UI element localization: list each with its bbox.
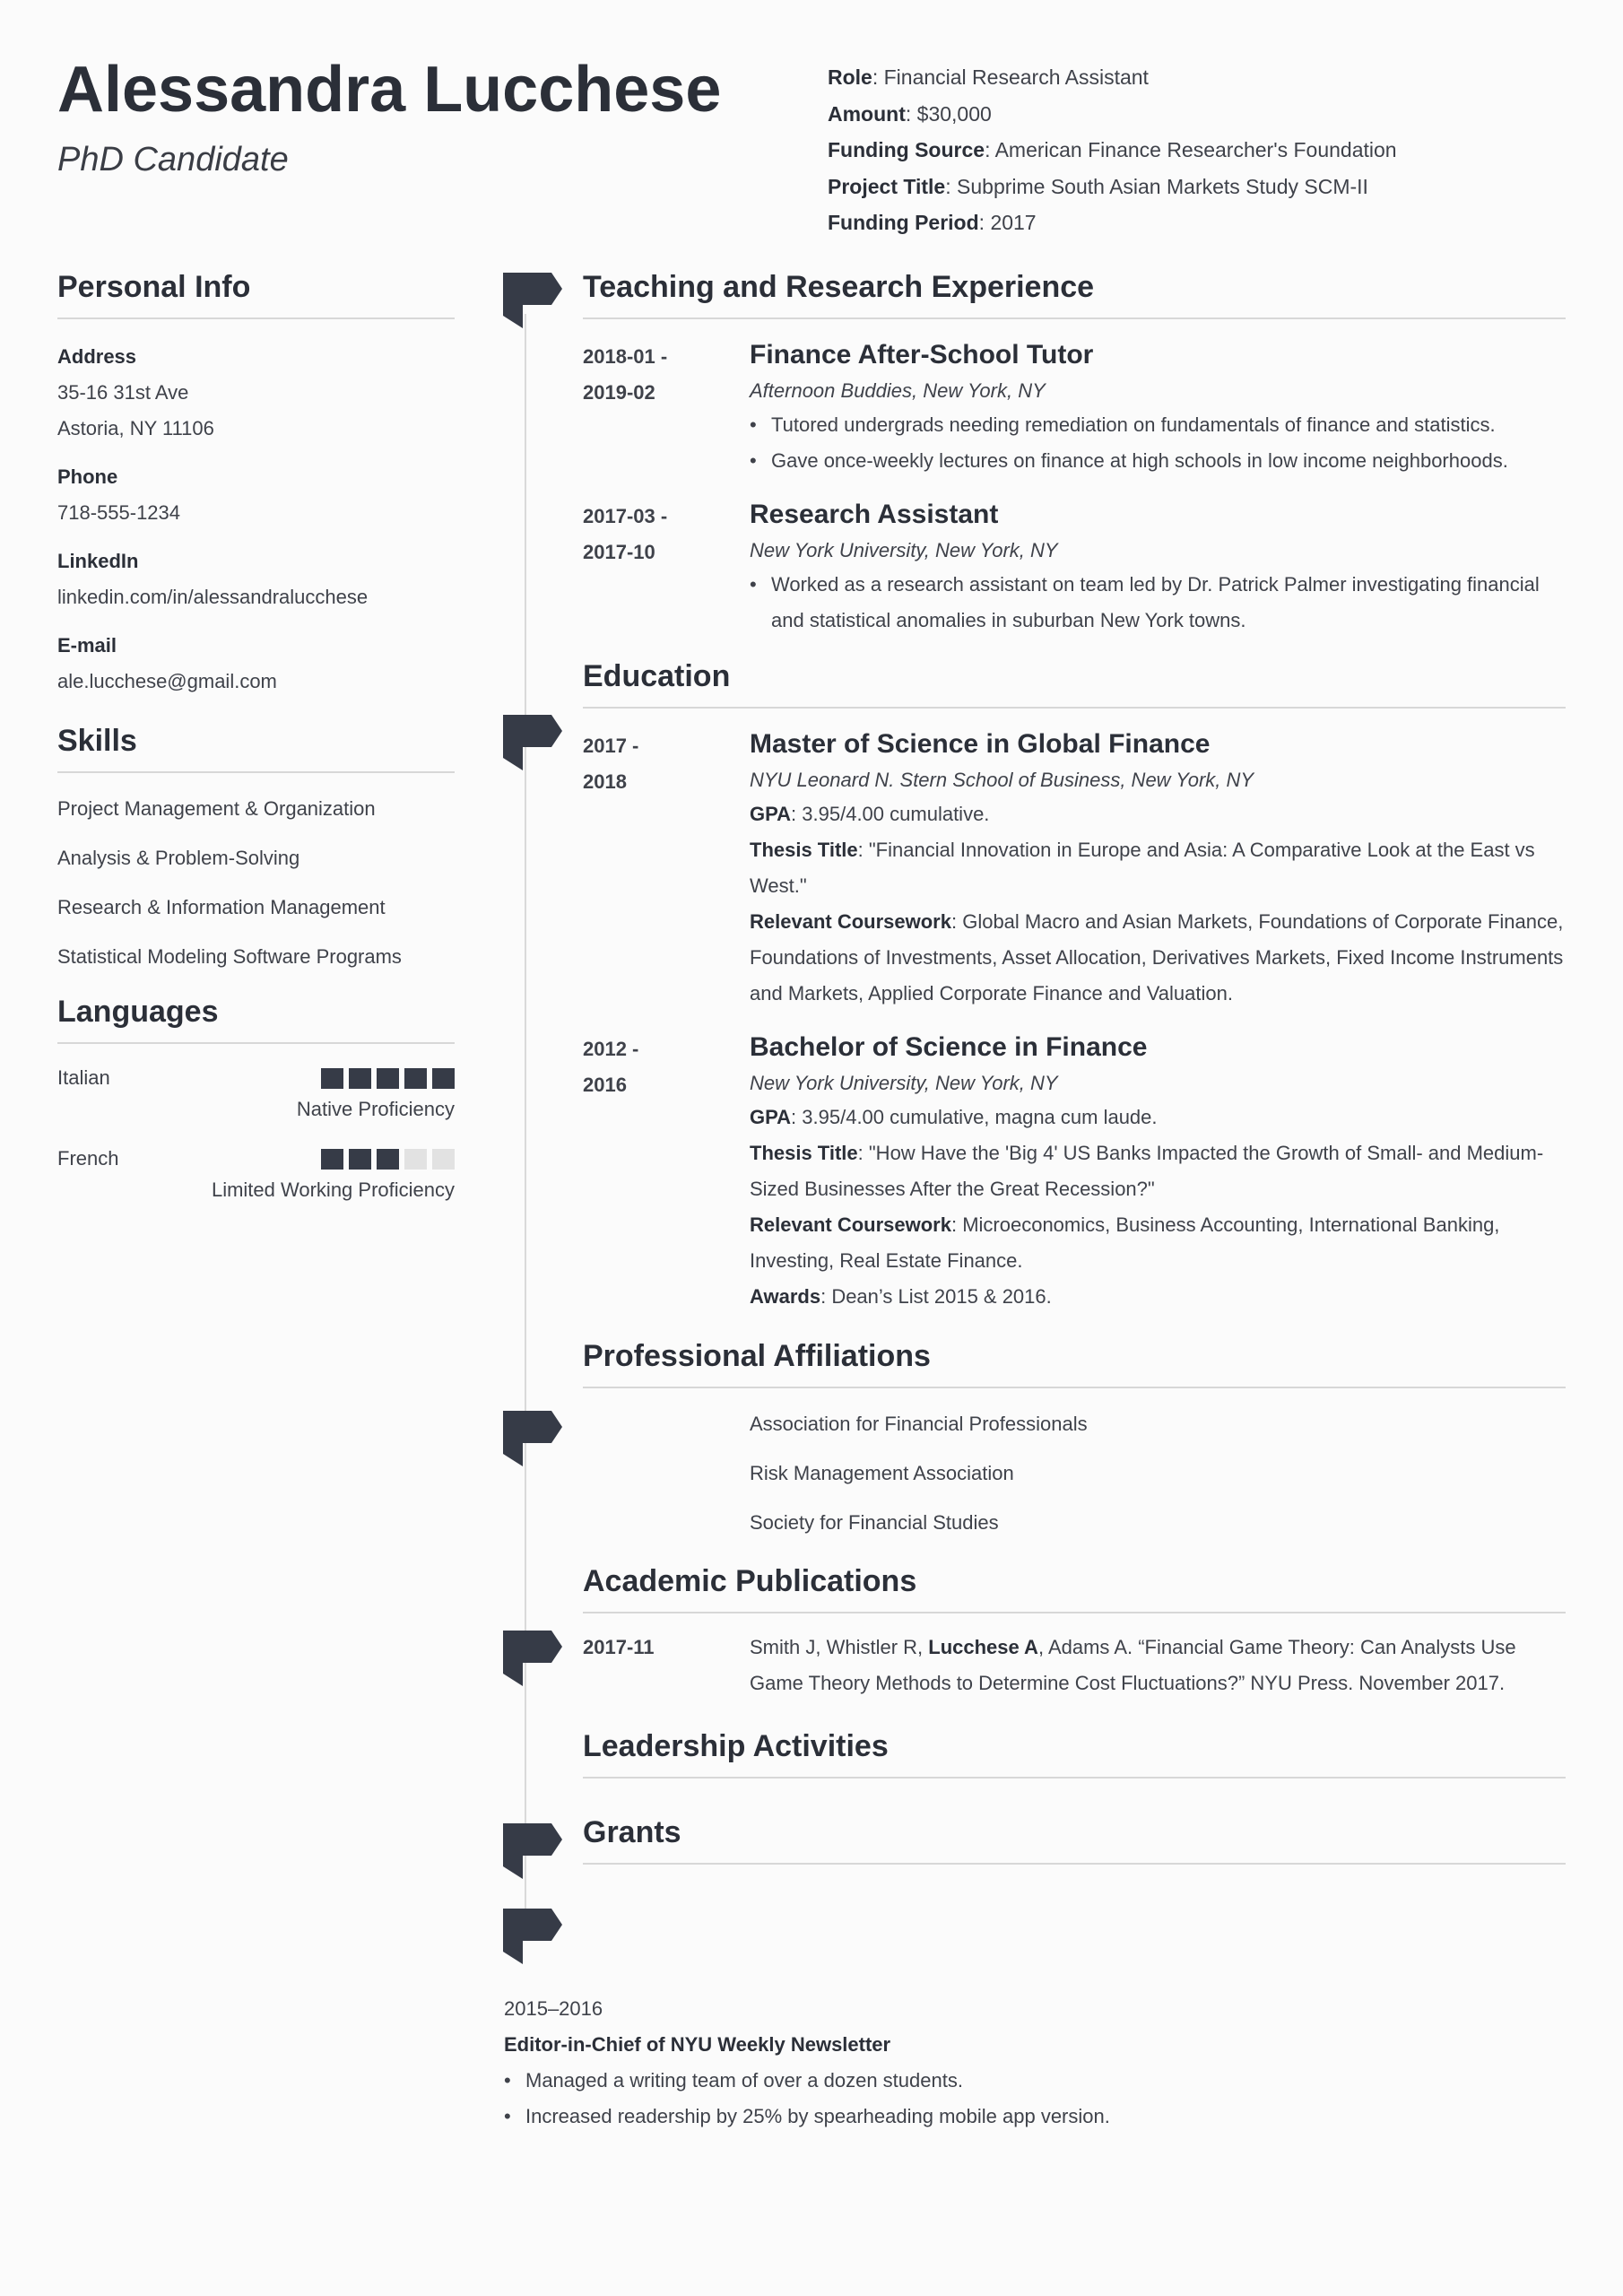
rating-square-filled xyxy=(432,1068,455,1089)
grant-date: 2015–2016 xyxy=(504,1997,603,2020)
skill-item: Analysis & Problem-Solving xyxy=(57,847,300,869)
grant-info-value: Subprime South Asian Markets Study SCM-II xyxy=(957,174,1368,198)
rating-square-filled xyxy=(377,1068,399,1089)
candidate-subtitle: PhD Candidate xyxy=(57,141,289,178)
thesis-value: "How Have the 'Big 4' US Banks Impacted the Growth of Small- and Medium-Sized Businesses After the Great Recession?" xyxy=(750,1142,1544,1200)
grant-info-label: Funding Source xyxy=(828,138,985,161)
entry-title: Research Assistant xyxy=(750,500,999,529)
entry-organization: New York University, New York, NY xyxy=(750,539,1058,561)
affiliation-item: Association for Financial Professionals xyxy=(750,1413,1088,1435)
entry-date xyxy=(583,495,750,639)
entry-bullets xyxy=(750,407,1566,479)
bullet-item: • Increased readership by 25% by spearheading mobile app version. xyxy=(525,2099,1566,2135)
language-rating xyxy=(321,1068,455,1089)
publication-entry xyxy=(583,1630,1566,1701)
rating-square-empty xyxy=(404,1149,427,1170)
grant-info-label: Funding Period xyxy=(828,211,979,234)
skill-item: Research & Information Management xyxy=(57,896,386,918)
grant-info-label: Amount xyxy=(828,101,906,126)
coursework-value: Global Macro and Asian Markets, Foundations of Corporate Finance, Foundations of Investments, Asset Allocation, Derivatives Markets, Fixed Income Instruments and Markets, Applied Corporate Finance and Valuation. xyxy=(750,910,1564,1004)
email-link[interactable]: ale.lucchese@gmail.com xyxy=(57,670,277,692)
bullet-item: • Tutored undergrads needing remediation on fundamentals of finance and statistics. xyxy=(771,407,1566,443)
candidate-name: Alessandra Lucchese xyxy=(57,54,722,126)
languages-list xyxy=(57,1062,455,1205)
date-end: 2017-10 xyxy=(583,541,655,563)
grant-bullets xyxy=(504,2063,1566,2135)
grant-info-value: Financial Research Assistant xyxy=(883,65,1149,89)
grant-title: Editor-in-Chief of NYU Weekly Newsletter xyxy=(504,2033,891,2056)
section-flag-icon xyxy=(503,1411,562,1474)
personal-info xyxy=(57,339,455,700)
language-item xyxy=(57,1062,455,1125)
education-heading: Education xyxy=(583,658,1566,709)
publication-citation xyxy=(750,1630,1566,1701)
rating-square-filled xyxy=(321,1068,343,1089)
bullet-item: • Worked as a research assistant on team led by Dr. Patrick Palmer investigating financial and statistical anomalies in suburban New York towns. xyxy=(771,567,1566,639)
date-end: 2018 xyxy=(583,770,627,793)
language-rating xyxy=(321,1149,455,1170)
grants-heading: Grants xyxy=(583,1814,1566,1865)
linkedin-label: LinkedIn xyxy=(57,550,139,572)
entry-school: NYU Leonard N. Stern School of Business, New York, NY xyxy=(750,769,1254,791)
coursework-label: Relevant Coursework xyxy=(750,1213,951,1236)
date-start: 2012 - xyxy=(583,1038,639,1060)
coursework-line: Relevant Coursework: Microeconomics, Business Accounting, International Banking, Investing, Real Estate Finance. xyxy=(750,1213,1500,1272)
grant-info-row: Amount: $30,000 xyxy=(828,101,992,126)
thesis-line: Thesis Title: "How Have the 'Big 4' US Banks Impacted the Growth of Small- and Medium-Sized Businesses After the Great Recession?" xyxy=(750,1142,1544,1200)
language-level: Limited Working Proficiency xyxy=(211,1178,455,1201)
grant-info-label: Project Title xyxy=(828,174,946,198)
languages-heading: Languages xyxy=(57,994,455,1044)
date-end: 2016 xyxy=(583,1074,627,1096)
grant-info-value: American Finance Researcher's Foundation xyxy=(994,138,1397,161)
awards-line: Awards: Dean’s List 2015 & 2016. xyxy=(750,1285,1052,1308)
address-line2: Astoria, NY 11106 xyxy=(57,417,214,439)
grant-info xyxy=(828,59,1397,241)
thesis-value: "Financial Innovation in Europe and Asia: A Comparative Look at the East vs West." xyxy=(750,839,1535,897)
leadership-heading: Leadership Activities xyxy=(583,1728,1566,1779)
date-start: 2018-01 - xyxy=(583,345,668,368)
affiliation-item: Risk Management Association xyxy=(750,1462,1014,1484)
section-flag-icon xyxy=(503,715,562,778)
language-name: French xyxy=(57,1147,119,1170)
date-start: 2017-03 - xyxy=(583,505,668,527)
entry-title: Master of Science in Global Finance xyxy=(750,729,1211,759)
rating-square-filled xyxy=(349,1149,371,1170)
entry-bullets xyxy=(750,567,1566,639)
phone-label: Phone xyxy=(57,465,118,488)
publication-date: 2017-11 xyxy=(583,1636,655,1658)
grant-info-row: Project Title: Subprime South Asian Markets Study SCM-II xyxy=(828,174,1368,198)
experience-heading: Teaching and Research Experience xyxy=(583,269,1566,319)
grant-info-value: 2017 xyxy=(990,211,1037,234)
thesis-line: Thesis Title: "Financial Innovation in Europe and Asia: A Comparative Look at the East vs West." xyxy=(750,839,1535,897)
email-label: E-mail xyxy=(57,634,117,657)
entry-date xyxy=(583,335,750,479)
awards-value: Dean’s List 2015 & 2016. xyxy=(831,1285,1052,1308)
grant-info-row: Role: Financial Research Assistant xyxy=(828,65,1149,89)
coursework-line: Relevant Coursework: Global Macro and Asian Markets, Foundations of Corporate Finance, Foundations of Investments, Asset Allocation, Derivatives Markets, Fixed Income Instruments and Markets, Applied Corporate Finance and Valuation. xyxy=(750,910,1564,1004)
linkedin-link[interactable]: linkedin.com/in/alessandralucchese xyxy=(57,586,369,608)
education-entry xyxy=(583,1028,1566,1315)
language-item xyxy=(57,1143,455,1205)
date-start: 2017 - xyxy=(583,735,639,757)
citation-authors: Smith J, Whistler R, xyxy=(750,1636,929,1658)
personal-info-heading: Personal Info xyxy=(57,269,455,319)
grant-info-value: $30,000 xyxy=(916,101,992,126)
phone-value: 718-555-1234 xyxy=(57,501,181,524)
entry-title: Bachelor of Science in Finance xyxy=(750,1032,1148,1062)
left-column xyxy=(57,269,455,1205)
awards-label: Awards xyxy=(750,1285,821,1308)
entry-school: New York University, New York, NY xyxy=(750,1072,1058,1094)
grant-info-row: Funding Source: American Finance Researcher's Foundation xyxy=(828,138,1397,161)
thesis-label: Thesis Title xyxy=(750,1142,858,1164)
education-entry xyxy=(583,725,1566,1012)
gpa-line: GPA: 3.95/4.00 cumulative. xyxy=(750,803,990,825)
address-label: Address xyxy=(57,345,137,368)
entry-date xyxy=(583,1028,750,1315)
publications-heading: Academic Publications xyxy=(583,1563,1566,1613)
section-flag-icon xyxy=(503,1631,562,1693)
coursework-label: Relevant Coursework xyxy=(750,910,951,933)
language-name: Italian xyxy=(57,1066,110,1089)
gpa-value: 3.95/4.00 cumulative. xyxy=(802,803,990,825)
entry-title: Finance After-School Tutor xyxy=(750,340,1094,370)
language-level: Native Proficiency xyxy=(296,1098,455,1120)
affiliation-item: Society for Financial Studies xyxy=(750,1511,999,1534)
gpa-value: 3.95/4.00 cumulative, magna cum laude. xyxy=(802,1106,1158,1128)
experience-entry xyxy=(583,335,1566,479)
right-column xyxy=(583,269,1566,1865)
date-end: 2019-02 xyxy=(583,381,655,404)
entry-date xyxy=(583,725,750,1012)
skills-list xyxy=(57,796,455,970)
rating-square-filled xyxy=(349,1068,371,1089)
gpa-label: GPA xyxy=(750,1106,792,1128)
grant-info-row: Funding Period: 2017 xyxy=(828,211,1037,234)
skill-item: Statistical Modeling Software Programs xyxy=(57,945,402,968)
rating-square-filled xyxy=(321,1149,343,1170)
citation-text: , Adams A. “Financial Game Theory: Can Analysts Use Game Theory Methods to Determine Cost Fluctuations?” NYU Press. November 2017. xyxy=(750,1636,1516,1694)
section-flag-icon xyxy=(503,1909,562,1971)
rating-square-filled xyxy=(377,1149,399,1170)
citation-highlight-author: Lucchese A xyxy=(928,1636,1038,1658)
skills-heading: Skills xyxy=(57,723,455,773)
experience-entry xyxy=(583,495,1566,639)
grant-info-label: Role xyxy=(828,65,872,89)
rating-square-filled xyxy=(404,1068,427,1089)
bullet-item: • Gave once-weekly lectures on finance at high schools in low income neighborhoods. xyxy=(771,443,1566,479)
entry-organization: Afternoon Buddies, New York, NY xyxy=(750,379,1046,402)
gpa-label: GPA xyxy=(750,803,792,825)
section-flag-icon xyxy=(503,1823,562,1886)
address-line1: 35-16 31st Ave xyxy=(57,381,189,404)
section-flag-icon xyxy=(503,273,562,335)
gpa-line: GPA: 3.95/4.00 cumulative, magna cum laude. xyxy=(750,1106,1158,1128)
affiliations-heading: Professional Affiliations xyxy=(583,1338,1566,1388)
bullet-item: • Managed a writing team of over a dozen students. xyxy=(525,2063,1566,2099)
thesis-label: Thesis Title xyxy=(750,839,858,861)
skill-item: Project Management & Organization xyxy=(57,797,376,820)
affiliations-list xyxy=(583,1411,1566,1536)
coursework-value: Microeconomics, Business Accounting, International Banking, Investing, Real Estate Finance. xyxy=(750,1213,1500,1272)
grant-entry xyxy=(504,1991,1566,2135)
rating-square-empty xyxy=(432,1149,455,1170)
